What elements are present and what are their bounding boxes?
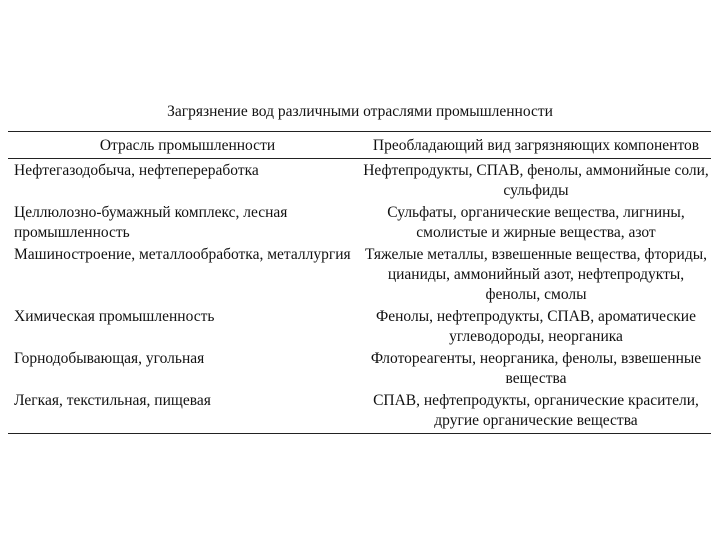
industry-cell: Легкая, текстильная, пищевая bbox=[14, 392, 211, 409]
table-row bbox=[8, 203, 711, 245]
pollutants-cell: Сульфаты, органические вещества, лигнины, смолистые и жирные вещества, азот bbox=[387, 204, 685, 241]
industry-cell: Химическая промышленность bbox=[14, 308, 215, 325]
table-body bbox=[8, 159, 711, 433]
table-row bbox=[8, 307, 711, 349]
industry-cell: Машиностроение, металлообработка, металлургия bbox=[14, 246, 351, 263]
header-pollutants: Преобладающий вид загрязняющих компонентов bbox=[372, 137, 700, 154]
table-header-row bbox=[8, 132, 711, 159]
table-row bbox=[8, 391, 711, 433]
pollutants-cell: Флотореагенты, неорганика, фенолы, взвешенные вещества bbox=[370, 350, 702, 387]
industry-cell: Целлюлозно-бумажный комплекс, лесная промышленность bbox=[14, 204, 288, 241]
industry-cell: Нефтегазодобыча, нефтепереработка bbox=[14, 162, 259, 179]
pollutants-cell: Тяжелые металлы, взвешенные вещества, фториды, цианиды, аммонийный азот, нефтепродукты, фенолы, смолы bbox=[364, 246, 707, 303]
table-title: Загрязнение вод различными отраслями промышленности bbox=[167, 103, 553, 120]
table-row bbox=[8, 159, 711, 203]
pollutants-cell: СПАВ, нефтепродукты, органические красители, другие органические вещества bbox=[373, 392, 699, 429]
pollutants-cell: Фенолы, нефтепродукты, СПАВ, ароматические углеводороды, неорганика bbox=[376, 308, 696, 345]
pollution-table bbox=[8, 131, 711, 434]
table-row bbox=[8, 349, 711, 391]
pollutants-cell: Нефтепродукты, СПАВ, фенолы, аммонийные соли, сульфиды bbox=[363, 162, 709, 199]
header-industry: Отрасль промышленности bbox=[99, 137, 276, 154]
industry-cell: Горнодобывающая, угольная bbox=[14, 350, 205, 367]
table-row bbox=[8, 245, 711, 307]
